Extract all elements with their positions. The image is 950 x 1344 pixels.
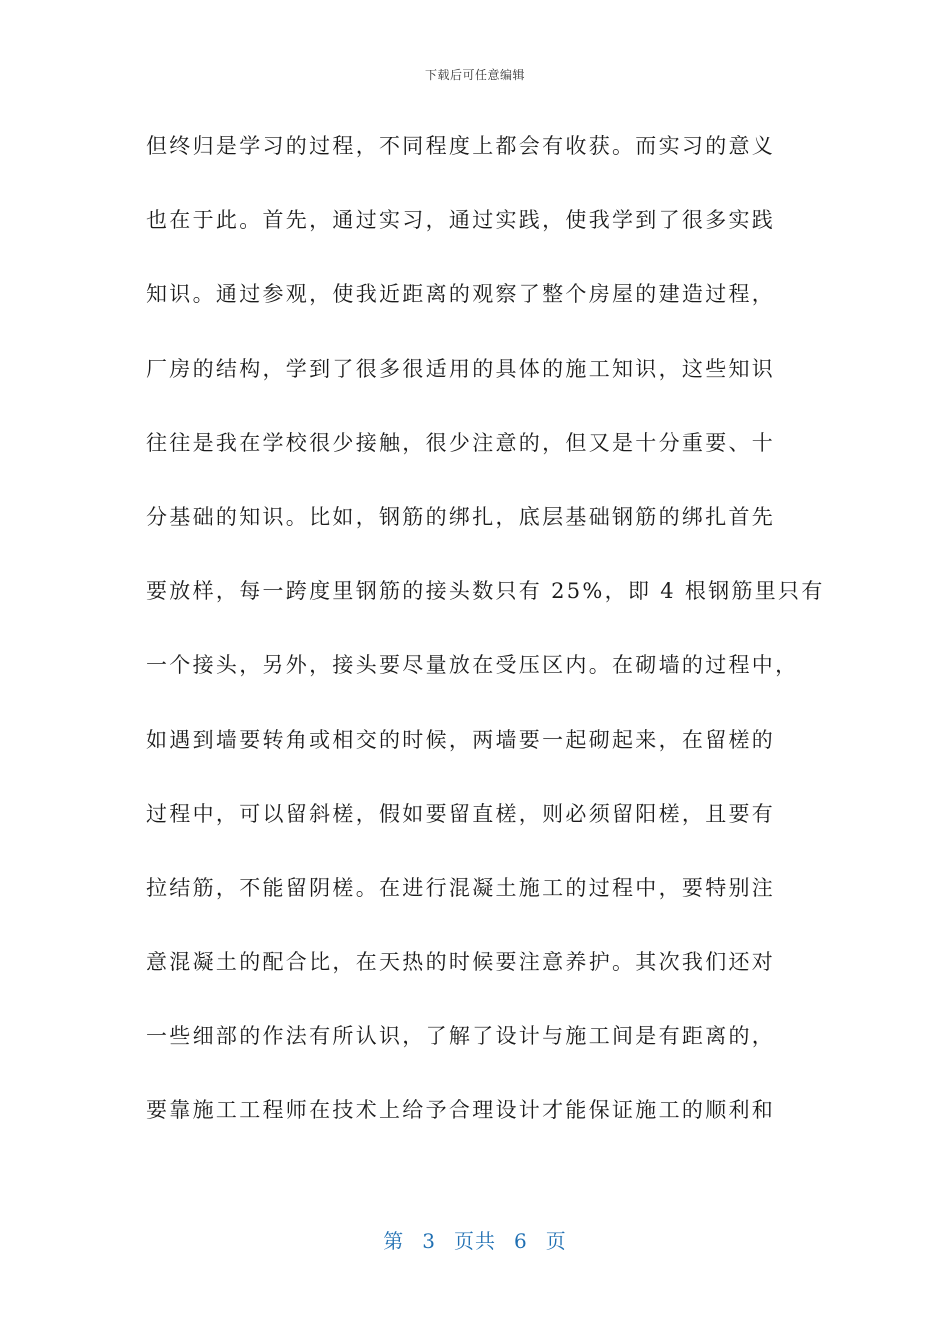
page-footer	[0, 1225, 950, 1254]
footer-middle: 页共	[454, 1229, 496, 1253]
body-line-1: 但终归是学习的过程，不同程度上都会有收获。而实习的意义	[146, 134, 776, 158]
footer-prefix: 第	[383, 1229, 405, 1253]
footer-suffix: 页	[545, 1229, 567, 1253]
body-line-10: 过程中，可以留斜槎，假如要留直槎，则必须留阳槎，且要有	[146, 801, 776, 826]
footer-total-pages: 6	[514, 1229, 528, 1253]
body-line-8: 一个接头，另外，接头要尽量放在受压区内。在砌墙的过程中，	[146, 653, 799, 678]
body-line-4: 厂房的结构，学到了很多很适用的具体的施工知识，这些知识	[146, 356, 776, 381]
body-line-2: 也在于此。首先，通过实习，通过实践，使我学到了很多实践	[146, 208, 776, 233]
document-body	[146, 124, 825, 1163]
body-line-12: 意混凝土的配合比，在天热的时候要注意养护。其次我们还对	[146, 950, 776, 975]
body-line-9: 如遇到墙要转角或相交的时候，两墙要一起砌起来，在留槎的	[146, 727, 776, 752]
body-line-6: 分基础的知识。比如，钢筋的绑扎，底层基础钢筋的绑扎首先	[146, 504, 776, 529]
page-header-watermark: 下载后可任意编辑	[424, 68, 525, 82]
body-line-11: 拉结筋，不能留阴槎。在进行混凝土施工的过程中，要特别注	[146, 875, 776, 900]
footer-current-page: 3	[422, 1229, 436, 1253]
body-line-13: 一些细部的作法有所认识，了解了设计与施工间是有距离的，	[146, 1024, 776, 1049]
body-line-3: 知识。通过参观，使我近距离的观察了整个房屋的建造过程，	[146, 282, 776, 307]
body-line-5: 往往是我在学校很少接触，很少注意的，但又是十分重要、十	[146, 430, 776, 455]
body-line-7: 要放样，每一跨度里钢筋的接头数只有 25%，即 4 根钢筋里只有	[146, 579, 825, 604]
body-line-14: 要靠施工工程师在技术上给予合理设计才能保证施工的顺利和	[146, 1098, 776, 1123]
